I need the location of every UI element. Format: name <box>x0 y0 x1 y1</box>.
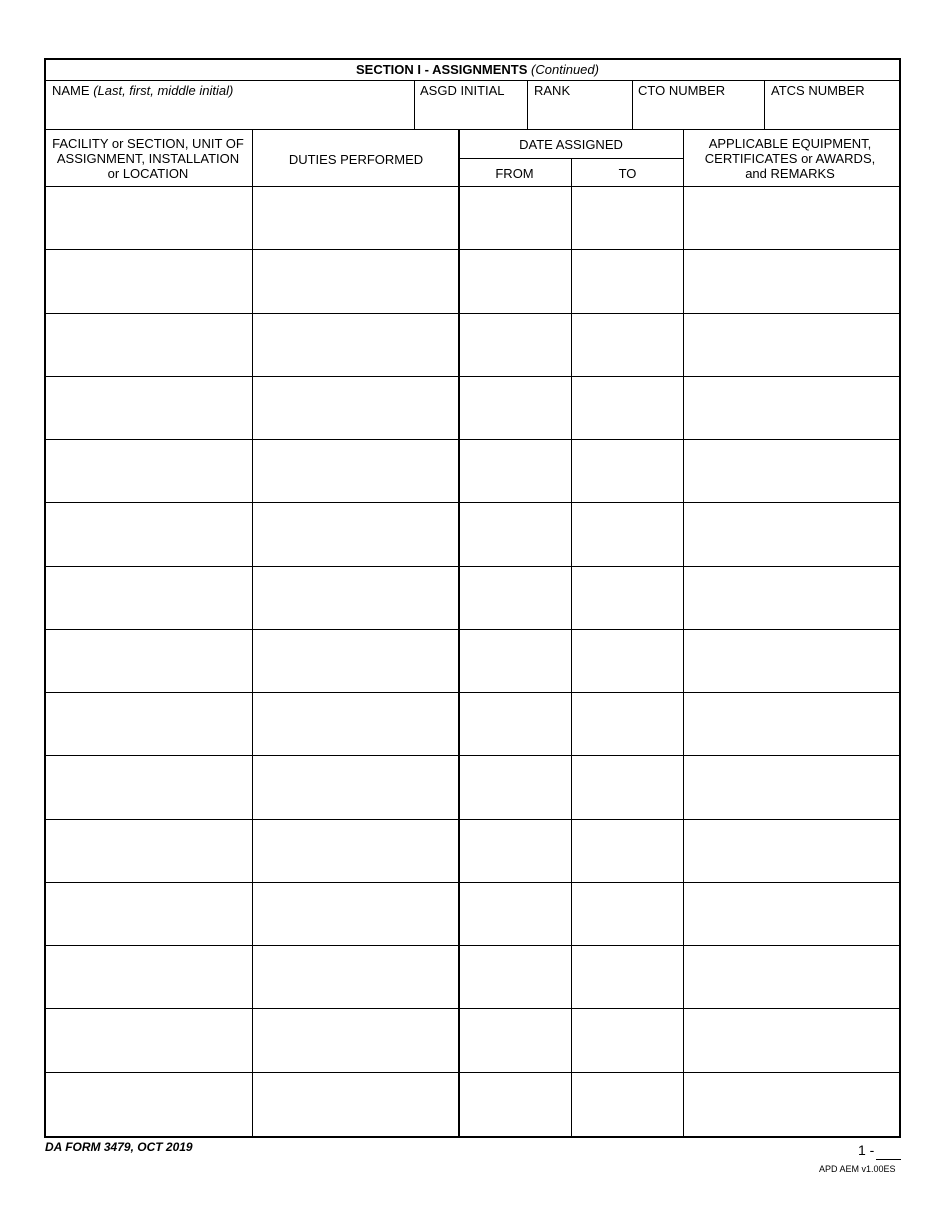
to-cell[interactable] <box>572 1073 683 1135</box>
name-label: NAME (Last, first, middle initial) <box>52 83 234 98</box>
remarks-cell[interactable] <box>684 377 900 439</box>
facility-cell[interactable] <box>45 440 252 502</box>
remarks-cell[interactable] <box>684 567 900 629</box>
to-cell[interactable] <box>572 503 683 565</box>
from-cell[interactable] <box>460 377 571 439</box>
to-cell[interactable] <box>572 693 683 755</box>
remarks-cell[interactable] <box>684 187 900 249</box>
cto-number-label: CTO NUMBER <box>638 83 726 98</box>
to-cell[interactable] <box>572 630 683 692</box>
facility-cell[interactable] <box>45 693 252 755</box>
from-cell[interactable] <box>460 820 571 882</box>
remarks-column-header: APPLICABLE EQUIPMENT, CERTIFICATES or AWARDS, and REMARKS <box>704 136 876 181</box>
from-cell[interactable] <box>460 693 571 755</box>
facility-cell[interactable] <box>45 946 252 1008</box>
facility-cell[interactable] <box>45 314 252 376</box>
duties-cell[interactable] <box>253 440 458 502</box>
facility-cell[interactable] <box>45 883 252 945</box>
to-cell[interactable] <box>572 1009 683 1071</box>
remarks-cell[interactable] <box>684 1009 900 1071</box>
from-cell[interactable] <box>460 503 571 565</box>
section-title: SECTION I - ASSIGNMENTS (Continued) <box>356 62 599 77</box>
to-cell[interactable] <box>572 820 683 882</box>
facility-column-header: FACILITY or SECTION, UNIT OF ASSIGNMENT, INSTALLATION or LOCATION <box>52 136 244 181</box>
facility-cell[interactable] <box>45 630 252 692</box>
remarks-cell[interactable] <box>684 756 900 818</box>
from-cell[interactable] <box>460 567 571 629</box>
remarks-cell[interactable] <box>684 883 900 945</box>
facility-cell[interactable] <box>45 1009 252 1071</box>
duties-column-header: DUTIES PERFORMED <box>288 152 424 167</box>
date-assigned-header: DATE ASSIGNED <box>519 137 623 152</box>
from-cell[interactable] <box>460 440 571 502</box>
to-cell[interactable] <box>572 567 683 629</box>
from-cell[interactable] <box>460 1009 571 1071</box>
to-cell[interactable] <box>572 883 683 945</box>
facility-cell[interactable] <box>45 756 252 818</box>
duties-cell[interactable] <box>253 820 458 882</box>
facility-cell[interactable] <box>45 187 252 249</box>
remarks-cell[interactable] <box>684 440 900 502</box>
duties-cell[interactable] <box>253 1073 458 1135</box>
remarks-cell[interactable] <box>684 503 900 565</box>
page-number-underline <box>876 1159 901 1160</box>
duties-cell[interactable] <box>253 377 458 439</box>
remarks-cell[interactable] <box>684 693 900 755</box>
facility-cell[interactable] <box>45 377 252 439</box>
from-cell[interactable] <box>460 630 571 692</box>
duties-cell[interactable] <box>253 756 458 818</box>
remarks-cell[interactable] <box>684 250 900 312</box>
duties-cell[interactable] <box>253 503 458 565</box>
to-cell[interactable] <box>572 314 683 376</box>
remarks-cell[interactable] <box>684 946 900 1008</box>
facility-cell[interactable] <box>45 567 252 629</box>
to-cell[interactable] <box>572 250 683 312</box>
duties-cell[interactable] <box>253 1009 458 1071</box>
to-cell[interactable] <box>572 756 683 818</box>
duties-cell[interactable] <box>253 250 458 312</box>
duties-cell[interactable] <box>253 630 458 692</box>
asgd-initial-label: ASGD INITIAL <box>420 83 505 98</box>
facility-cell[interactable] <box>45 250 252 312</box>
from-cell[interactable] <box>460 187 571 249</box>
from-cell[interactable] <box>460 883 571 945</box>
to-cell[interactable] <box>572 440 683 502</box>
version-label: APD AEM v1.00ES <box>819 1164 896 1174</box>
duties-cell[interactable] <box>253 883 458 945</box>
remarks-cell[interactable] <box>684 314 900 376</box>
rank-label: RANK <box>534 83 571 98</box>
duties-cell[interactable] <box>253 567 458 629</box>
form-id: DA FORM 3479, OCT 2019 <box>45 1140 193 1154</box>
facility-cell[interactable] <box>45 503 252 565</box>
to-cell[interactable] <box>572 187 683 249</box>
duties-cell[interactable] <box>253 187 458 249</box>
to-column-header: TO <box>618 166 637 181</box>
duties-cell[interactable] <box>253 946 458 1008</box>
from-cell[interactable] <box>460 250 571 312</box>
divider <box>45 129 900 130</box>
facility-cell[interactable] <box>45 820 252 882</box>
from-cell[interactable] <box>460 946 571 1008</box>
remarks-cell[interactable] <box>684 1073 900 1135</box>
from-cell[interactable] <box>460 314 571 376</box>
atcs-number-label: ATCS NUMBER <box>771 83 865 98</box>
facility-cell[interactable] <box>45 1073 252 1135</box>
from-cell[interactable] <box>460 756 571 818</box>
duties-cell[interactable] <box>253 314 458 376</box>
from-column-header: FROM <box>495 166 534 181</box>
to-cell[interactable] <box>572 946 683 1008</box>
remarks-cell[interactable] <box>684 820 900 882</box>
remarks-cell[interactable] <box>684 630 900 692</box>
duties-cell[interactable] <box>253 693 458 755</box>
from-cell[interactable] <box>460 1073 571 1135</box>
to-cell[interactable] <box>572 377 683 439</box>
page-number: 1 - <box>858 1142 875 1158</box>
